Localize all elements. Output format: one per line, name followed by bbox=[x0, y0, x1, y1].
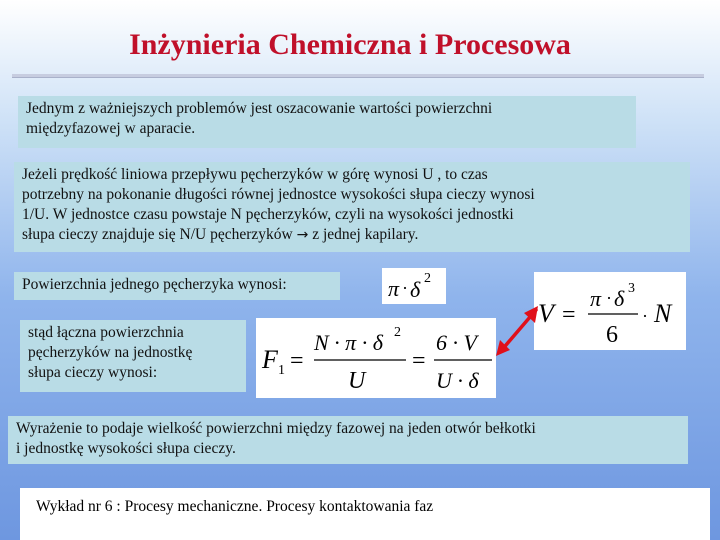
n-symbol: N bbox=[654, 299, 672, 328]
volume-symbol: V bbox=[538, 299, 554, 328]
velocity-line-4-end: z jednej kapilary. bbox=[312, 226, 419, 244]
title-divider bbox=[12, 74, 704, 78]
numerator-2: 6 · V bbox=[436, 330, 477, 355]
velocity-text-box bbox=[14, 162, 690, 252]
pi-symbol: π bbox=[590, 286, 602, 311]
total-area-line-3: słupa cieczy wynosi: bbox=[28, 364, 158, 382]
exponent-2: 2 bbox=[424, 271, 431, 286]
velocity-line-1: Jeżeli prędkość liniowa przepływu pęcherzyków w górę wynosi U , to czas bbox=[22, 166, 488, 183]
exponent-3: 3 bbox=[628, 281, 635, 296]
dot-operator: · bbox=[402, 278, 408, 298]
denominator-1: U bbox=[348, 368, 366, 394]
equals-sign: = bbox=[290, 348, 304, 374]
equals-sign-2: = bbox=[412, 348, 426, 374]
conclusion-text-box bbox=[8, 416, 688, 464]
f-symbol: F bbox=[262, 345, 278, 374]
total-area-line-1: stąd łączna powierzchnia bbox=[28, 324, 184, 341]
total-area-text-box bbox=[20, 320, 246, 392]
bubble-area-label: Powierzchnia jednego pęcherzyka wynosi: bbox=[22, 276, 287, 293]
intro-line-1: Jednym z ważniejszych problemów jest oszacowanie wartości powierzchni bbox=[26, 100, 493, 117]
denominator-2: U · δ bbox=[436, 368, 479, 393]
dot-operator: · bbox=[642, 306, 648, 326]
delta-symbol: δ bbox=[410, 277, 421, 302]
conclusion-line-1: Wyrażenie to podaje wielkość powierzchni między fazowej na jeden otwór bełkotki bbox=[16, 420, 536, 437]
velocity-line-3: 1/U. W jednostce czasu powstaje N pęcherzyków, czyli na wysokości jednostki bbox=[22, 206, 514, 224]
exponent-2: 2 bbox=[394, 325, 401, 340]
pi-symbol: π bbox=[388, 276, 400, 301]
velocity-line-4-start: słupa cieczy znajduje się N/U pęcherzyków bbox=[22, 226, 293, 244]
intro-line-2: międzyfazowej w aparacie. bbox=[26, 120, 196, 138]
conclusion-line-2: i jednostkę wysokości słupa cieczy. bbox=[16, 440, 236, 458]
bubble-area-text-box bbox=[14, 272, 340, 300]
slide-title: Inżynieria Chemiczna i Procesowa bbox=[129, 28, 571, 61]
pointer-arrow-icon bbox=[490, 300, 550, 360]
footer-text: Wykład nr 6 : Procesy mechaniczne. Procesy kontaktowania faz bbox=[36, 498, 434, 515]
subscript-1: 1 bbox=[278, 363, 285, 378]
total-area-formula bbox=[256, 318, 496, 398]
dot-operator: · bbox=[606, 288, 612, 308]
velocity-line-4 bbox=[22, 225, 682, 245]
bubble-volume-formula bbox=[534, 272, 686, 350]
denominator-6: 6 bbox=[606, 322, 618, 348]
delta-symbol: δ bbox=[614, 286, 625, 311]
right-arrow-icon: → bbox=[296, 227, 309, 244]
numerator-1: N · π · δ bbox=[314, 330, 383, 355]
equals-sign: = bbox=[562, 302, 576, 328]
bubble-area-formula bbox=[382, 268, 446, 304]
velocity-line-2: potrzebny na pokonanie długości równej jednostce wysokości słupa cieczy wynosi bbox=[22, 186, 535, 204]
intro-text-box bbox=[18, 96, 636, 148]
total-area-line-2: pęcherzyków na jednostkę bbox=[28, 344, 193, 362]
